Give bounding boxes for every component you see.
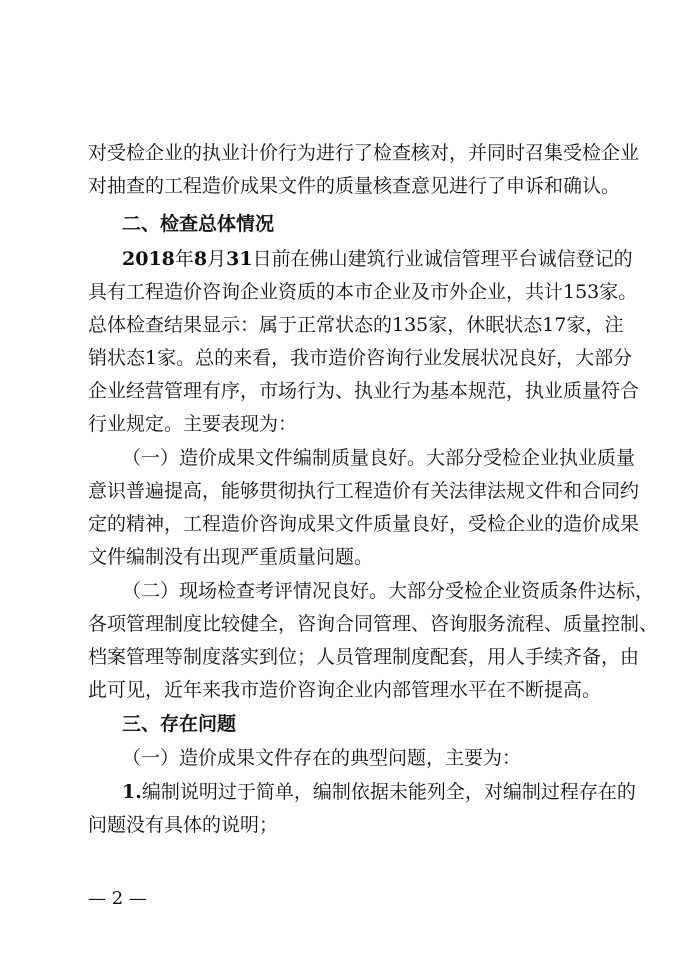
paragraph-line: 企业经营管理有序，市场行为、执业行为基本规范，执业质量符合 — [88, 380, 640, 402]
paragraph-line: 销状态1家。总的来看，我市造价咨询行业发展状况良好，大部分 — [88, 347, 633, 369]
paragraph-line: 问题没有具体的说明； — [88, 814, 279, 836]
paragraph-line: 总体检查结果显示：属于正常状态的135家，休眠状态17家，注 — [88, 314, 624, 336]
paragraph-line: 对受检企业的执业计价行为进行了检查核对，并同时召集受检企业 — [88, 142, 640, 164]
section-heading: 三、存在问题 — [122, 713, 237, 735]
paragraph-line: 意识普遍提高，能够贯彻执行工程造价有关法律法规文件和合同约 — [88, 480, 640, 502]
paragraph-line: 定的精神，工程造价咨询成果文件质量良好，受检企业的造价成果 — [88, 513, 640, 535]
paragraph-line: （二）现场检查考评情况良好。大部分受检企业资质条件达标， — [122, 580, 655, 602]
paragraph-line — [122, 248, 633, 270]
paragraph-line: 此可见，近年来我市造价咨询企业内部管理水平在不断提高。 — [88, 679, 602, 701]
year-value: 2018 — [122, 248, 175, 270]
paragraph-line — [122, 781, 636, 803]
paragraph-line: 行业规定。主要表现为： — [88, 413, 298, 435]
text-fragment: 月 — [207, 248, 227, 270]
month-value: 8 — [193, 248, 208, 270]
paragraph-line: （一）造价成果文件存在的典型问题，主要为： — [122, 747, 522, 769]
page-number: — 2 — — [88, 888, 147, 909]
paragraph-line: 档案管理等制度落实到位；人员管理制度配套，用人手续齐备，由 — [88, 646, 640, 668]
text-fragment: 编制说明过于简单，编制依据未能列全，对编制过程存在的 — [141, 781, 636, 803]
paragraph-line: 文件编制没有出现严重质量问题。 — [88, 546, 374, 568]
item-number: 1. — [122, 781, 142, 803]
paragraph-line: 具有工程造价咨询企业资质的本市企业及市外企业，共计153家。 — [88, 281, 638, 303]
text-fragment: 年 — [174, 248, 194, 270]
day-value: 31 — [226, 248, 253, 270]
paragraph-line: 各项管理制度比较健全，咨询合同管理、咨询服务流程、质量控制、 — [88, 613, 659, 635]
paragraph-line: 对抽查的工程造价成果文件的质量核查意见进行了申诉和确认。 — [88, 175, 621, 197]
text-fragment: 日前在佛山建筑行业诚信管理平台诚信登记的 — [252, 248, 633, 270]
paragraph-line: （一）造价成果文件编制质量良好。大部分受检企业执业质量 — [122, 447, 636, 469]
section-heading: 二、检查总体情况 — [122, 213, 275, 235]
